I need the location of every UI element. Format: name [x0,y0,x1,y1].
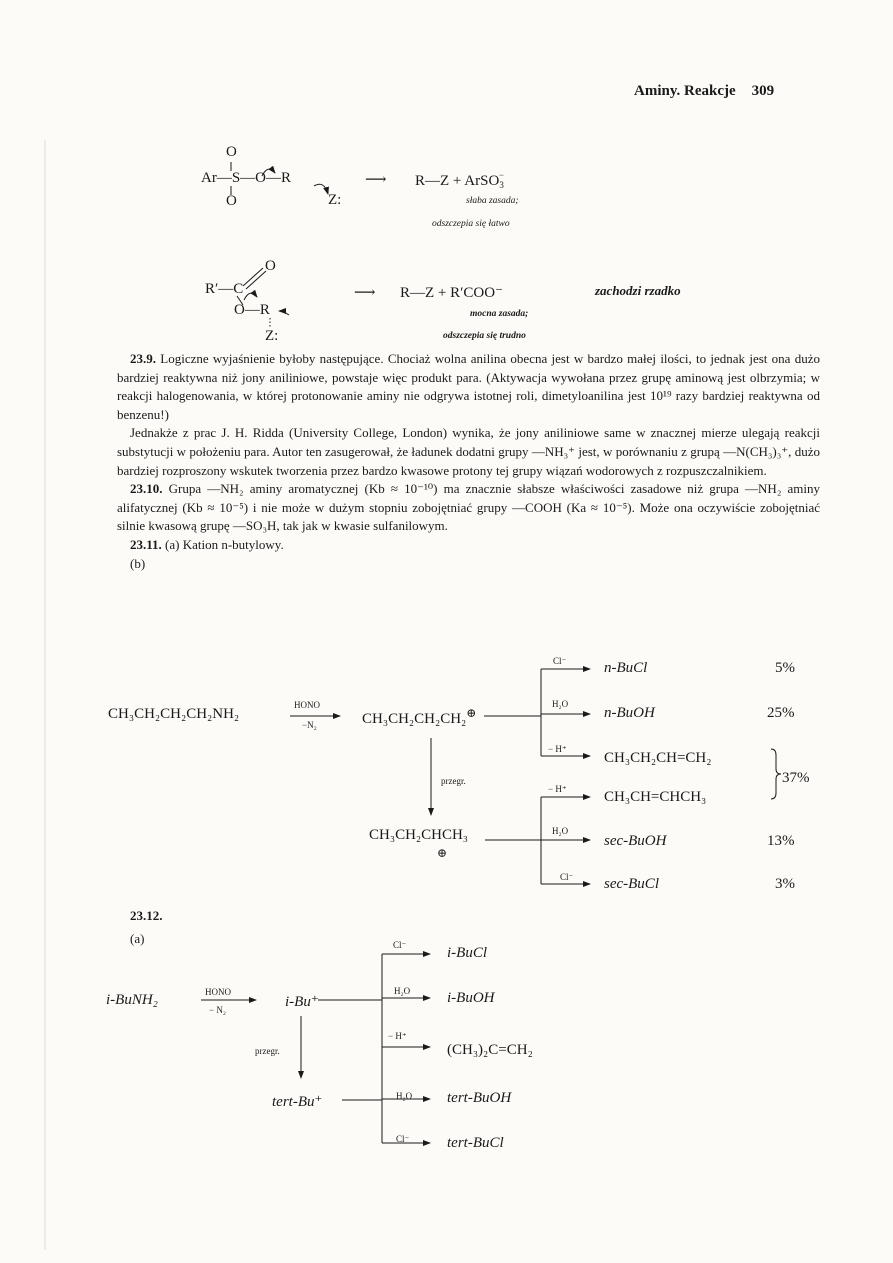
eq2-product: R—Z + R′COO⁻ [400,285,504,301]
s11-product-5: sec-BuOH [604,833,667,849]
eq2-carbonyl-oxygen: O [265,258,276,274]
s12-reagent-4: H₂O [396,1091,413,1101]
eq2-ester-oxygen: O—R [234,302,270,318]
s11-reagent-1: Cl⁻ [553,656,567,666]
eq1-product: R—Z + ArSO$_3$− [415,170,504,190]
eq2-bond-c-o [237,296,243,305]
section-23-10-text: Grupa —NH₂ aminy aromatycznej (Kb ≈ 10⁻¹⁰) ma znacznie słabsze właściwości zasadowe niż grupa —NH₂ aminy alifatycznej (Kb ≈ 10⁻⁵) i nie może w dużym stopniu zobojętniać grupy —COOH (Ka ≈ 10⁻⁵). Może ona oczywiście zobojętniać silnie kwasową grupę —SO₃H, tak jak w kwasie sulfanilowym. [117,481,820,534]
s11-primary-charge: ⊕ [466,706,477,720]
s11-reagent-4: − H⁺ [548,784,567,794]
eq1-sulfonyl-row: Ar—S—O—R [201,170,292,186]
s11-product-3: CH₃CH₂CH=CH₂ [604,750,712,766]
eq1-oxygen-top: O [226,144,237,160]
s11-reagent-3: − H⁺ [548,744,567,754]
eq1-nucleophile: Z: [328,192,342,208]
s12-product-3: (CH₃)₂C=CH₂ [447,1042,533,1058]
s11-reagent-2: H₂O [552,699,569,709]
eq2-note-strong-base: mocna zasada; [470,309,529,319]
section-23-11-number: 23.11. [130,536,162,552]
eq1-oxygen-bottom: O [226,193,237,209]
s11-yield-2: 25% [767,705,795,721]
s11-yield-5: 13% [767,833,795,849]
s11-reagent-6: Cl⁻ [560,872,574,882]
s11-yield-1: 5% [775,660,795,676]
s11-reagent-5: H₂O [552,826,569,836]
s12-rearrangement: przegr. [255,1046,280,1056]
eq2-curved-arrow-2 [279,311,289,315]
section-23-10-number: 23.10. [130,481,163,497]
s11-start-amine: CH₃CH₂CH₂CH₂NH₂ [108,706,240,722]
s11-product-6: sec-BuCl [604,876,659,892]
s12-reagent-2: H₂O [394,986,411,996]
s12-reagent-3: − H⁺ [388,1031,407,1041]
eq1-curved-arrow-1 [262,169,275,176]
eq2-note-leaves-hard: odszczepia się trudno [443,331,526,341]
page-number: 309 [751,83,775,99]
s11-alkene-brace [771,749,781,799]
eq2-remark: zachodzi rzadko [595,283,681,298]
s11-reagent-minus-n2: −N₂ [302,720,317,730]
s12-reagent-1: Cl⁻ [393,940,407,950]
s12-iso-cation: i-Bu⁺ [285,994,319,1010]
s11-product-2: n-BuOH [604,705,655,721]
s11-primary-cation-text: CH₃CH₂CH₂CH₂ [362,711,467,727]
eq1-product-text: R—Z + ArSO [415,173,500,189]
section-23-12-a: (a) [130,931,145,946]
section-23-12-number: 23.12. [130,908,163,923]
s12-tert-cation: tert-Bu⁺ [272,1094,323,1110]
eq1-curved-arrow-2 [314,184,328,194]
s11-rearrangement: przegr. [441,776,466,786]
section-23-11-b: (b) [130,555,146,571]
eq2-acyl-group: R′—C [205,281,244,297]
eq2-arrow: ⟶ [354,285,376,301]
eq2-nucleophile: Z: [265,328,279,344]
s12-product-5: tert-BuCl [447,1135,504,1151]
s11-yield-6: 3% [775,876,795,892]
eq1-note-leaves-easily: odszczepia się łatwo [432,219,510,229]
s12-reagent-hono: HONO [205,987,231,997]
section-23-11-a: (a) Kation n-butylowy. [161,536,284,552]
section-23-9-number: 23.9. [130,351,156,366]
section-23-9-text-1: Logiczne wyjaśnienie byłoby następujące. Chociaż wolna anilina obecna jest w bardzo małej ilości, to jednak jest ona dużo bardziej reaktywna niż jony aniliniowe, powstaje więc produkt para. (Aktywacja wywołana przez grupę aminową jest olbrzymia; w reakcji halogenowania, w której protonowanie aminy nie odgrywa istotnej roli, dimetyloanilina jest 10¹⁹ razy bardziej reaktywna od benzenu!) [117,351,820,422]
s12-reagent-minus-n2: − N₂ [209,1005,226,1015]
s12-reagent-5: Cl⁻ [396,1134,410,1144]
s11-secondary-cation: CH₃CH₂CHCH₃ [369,827,469,843]
header-title: Aminy. Reakcje [634,83,736,99]
s12-start-amine-text: i-BuNH₂ [106,992,158,1008]
s11-product-1: n-BuCl [604,660,648,676]
s12-product-1: i-BuCl [447,945,487,961]
s12-product-2: i-BuOH [447,990,495,1006]
section-23-9-paragraph-2: Jednakże z prac J. H. Ridda (University College, London) wynika, że jony aniliniowe same w znacznej mierze ulegają reakcji substytucji w położeniu para. Autor ten zasugerował, że ładunek dodatni grupy —NH₃⁺ jest, w porównaniu z grupą —N(CH₃)₃⁺, dużo bardziej rozproszony wskutek tworzenia przez bardzo kwasowe protony tej grupy wiązań wodorowych z rozpuszczalnikiem. [117,425,820,478]
s11-product-4: CH₃CH=CHCH₃ [604,789,707,805]
s12-product-4: tert-BuOH [447,1090,512,1106]
s11-reagent-hono: HONO [294,700,320,710]
eq2-curved-arrow-1 [244,293,257,300]
s11-secondary-charge: ⊕ [437,846,448,860]
eq1-arrow: ⟶ [365,172,387,188]
eq1-note-weak-base: słaba zasada; [466,196,519,206]
s11-yield-alkenes: 37% [782,770,810,786]
